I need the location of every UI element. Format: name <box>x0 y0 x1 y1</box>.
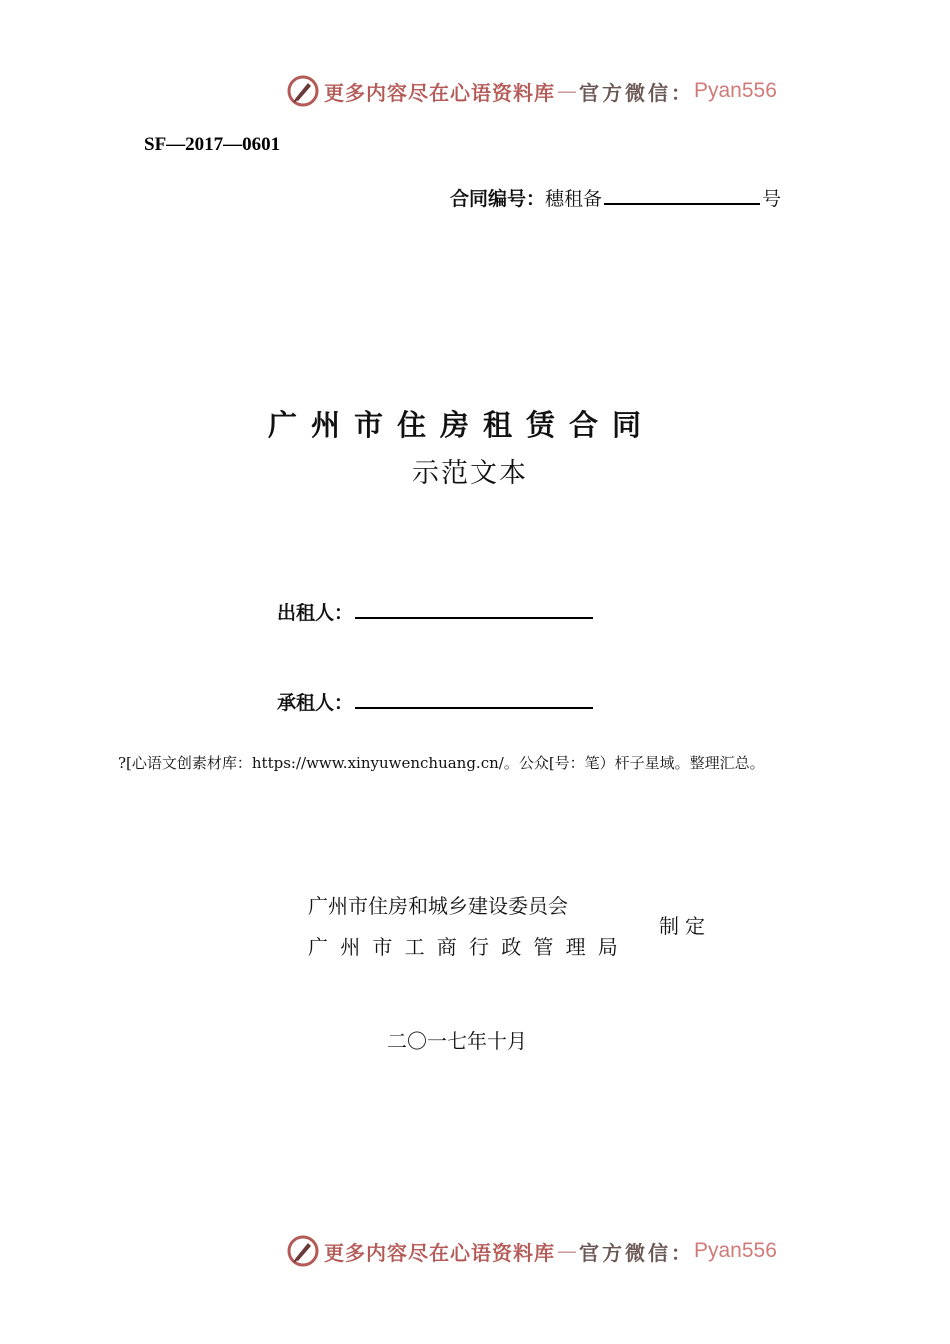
contract-number-blank[interactable] <box>604 187 760 205</box>
banner-account: Pyan556 <box>694 1239 777 1262</box>
lessee-label: 承租人： <box>277 692 354 714</box>
lessor-blank[interactable] <box>355 601 593 619</box>
contract-number-label: 合同编号： <box>450 188 546 210</box>
contract-number-prefix: 穗租备 <box>545 188 603 210</box>
banner-dash: — <box>557 1239 577 1263</box>
lessor-label: 出租人： <box>277 602 354 624</box>
issuer-housing-committee: 广州市住房和城乡建设委员会 <box>308 894 568 918</box>
banner-main-text: 更多内容尽在心语资料库 <box>324 1240 555 1265</box>
lessee-line <box>277 688 593 715</box>
document-title: 广州市住房租赁合同 <box>268 408 656 442</box>
document-subtitle: 示范文本 <box>412 458 528 489</box>
document-code: SF—2017—0601 <box>144 134 281 155</box>
lessor-line <box>277 598 593 625</box>
banner-dash: — <box>557 79 577 103</box>
footer-watermark-banner <box>286 1234 777 1268</box>
source-note: ?[心语文创素材库：https://www.xinyuwenchuang.cn/。公众[号：笔）杆子星域。整理汇总。 <box>118 754 765 772</box>
contract-number-line <box>450 184 781 211</box>
issuer-made-label: 制定 <box>659 914 711 938</box>
header-watermark-banner <box>286 74 777 108</box>
quill-logo-icon <box>286 74 320 108</box>
quill-logo-icon <box>286 1234 320 1268</box>
banner-account: Pyan556 <box>694 79 777 102</box>
issuer-commerce-bureau: 广州市工商行政管理局 <box>308 935 630 959</box>
contract-number-suffix: 号 <box>762 188 782 210</box>
banner-main-text: 更多内容尽在心语资料库 <box>324 80 555 105</box>
lessee-blank[interactable] <box>355 691 593 709</box>
issue-date: 二〇一七年十月 <box>387 1029 527 1053</box>
banner-wechat-label: 官方微信： <box>579 80 694 105</box>
banner-wechat-label: 官方微信： <box>579 1240 694 1265</box>
